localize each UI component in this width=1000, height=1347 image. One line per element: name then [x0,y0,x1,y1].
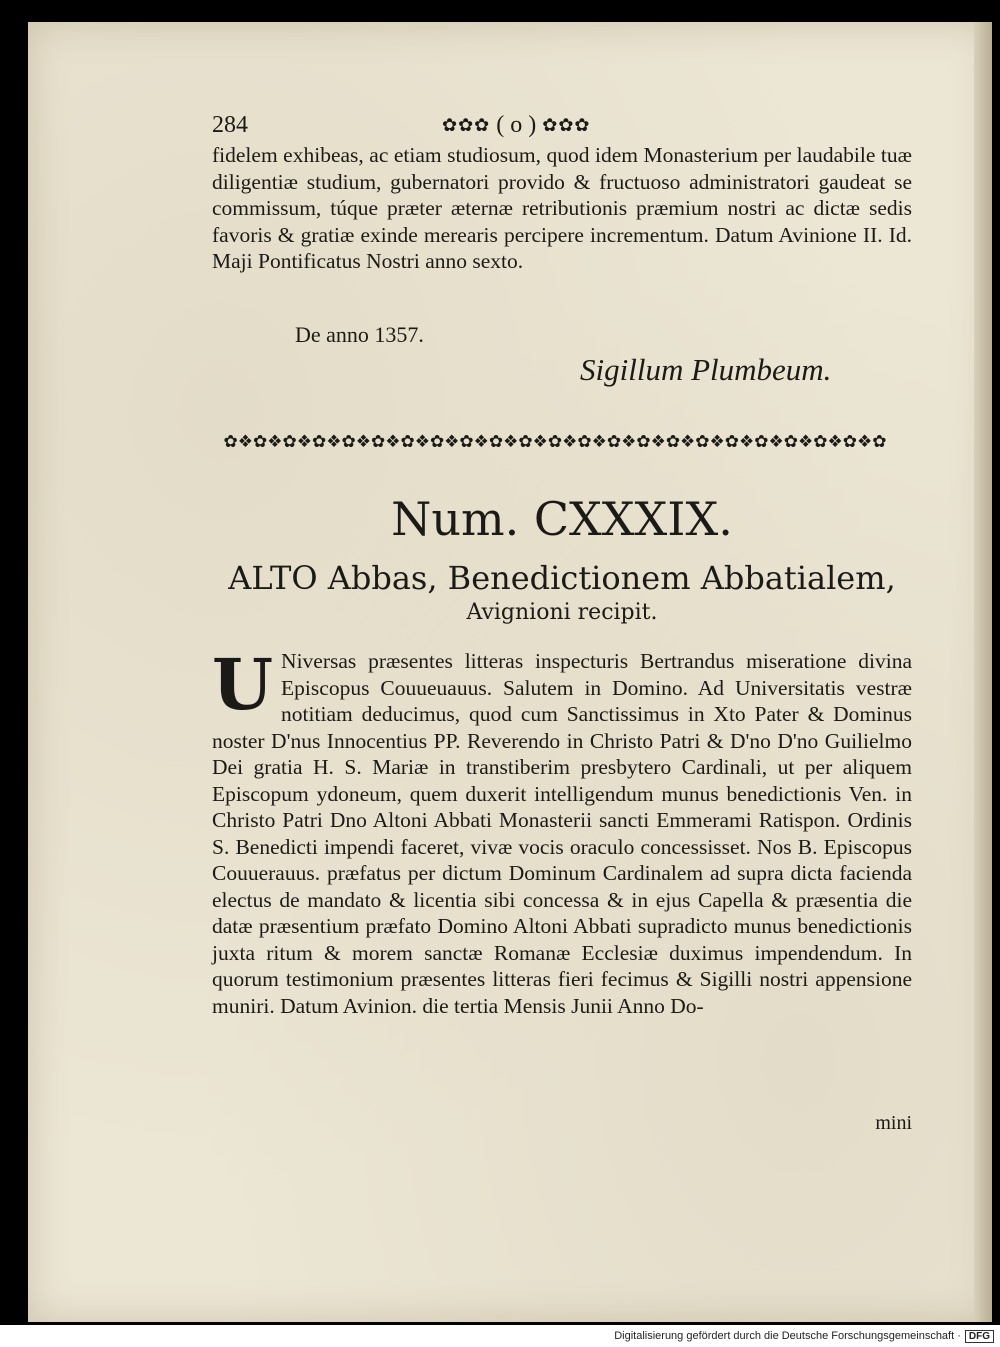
number-title: Num. CXXXIX. [391,492,733,546]
running-head-center: ( o ) [496,112,537,138]
footer-credit: Digitalisierung gefördert durch die Deutsche Forschungsgemeinschaft · [614,1330,961,1342]
ornament-left: ✿✿✿ [442,115,491,135]
seal-line: Sigillum Plumbeum. [580,352,832,387]
paragraph-2 [212,643,912,1019]
paragraph-1: fidelem exhibeas, ac etiam studiosum, quod idem Monasterium per laudabile tuæ diligentiæ studium, gubernatori provido & fructuoso administratori gaudeat se commissum, túque præter æternæ retributionis præmium nostri ac dictæ sedis favoris & gratiæ exinde merearis percipere incrementum. Datum Avinione II. Id. Maji Pontificatus Nostri anno sexto. [212,143,912,273]
drop-cap: U [212,643,274,726]
dfg-logo: DFG [965,1330,994,1343]
footer-credit-bar [0,1325,1000,1347]
subtitle-line-2: Avignioni recipit. [466,600,658,625]
ornament-rule: ✿❖✿❖✿❖✿❖✿❖✿❖✿❖✿❖✿❖✿❖✿❖✿❖✿❖✿❖✿❖✿❖✿❖✿❖✿❖✿❖✿❖✿❖✿ [223,432,887,451]
paragraph-2-text: Niversas præsentes litteras inspecturis Bertrandus miseratione divina Episcopus Couueuauus. Salutem in Domino. Ad Universitatis vestræ notitiam deducimus, quod cum Sanctissimus in Xto Pater & Dominus noster D'nus Innocentius PP. Reverendo in Christo Patri & D'no D'no Guilielmo Dei gratia H. S. Mariæ in transtiberim presbytero Cardinali, ut per aliquem Episcopum ydoneum, quem duxerit intelligendum munus benedictionis Ven. in Christo Patri Dno Altoni Abbati Monasterii sancti Emmerami Ratispon. Ordinis S. Benedicti impendi faceret, vivæ vocis oraculo concessisset. Nos B. Episcopus Couuerauus. præfatus per dictum Dominum Cardinalem ad supra dicta facienda electus de mandato & licentia sibi concessa & in ejus Capella & præsentia die datæ præsentium præfato Domino Altoni Abbati supradicto munus benedictionis juxta ritum & morem sanctæ Romanæ Ecclesiæ duximus impendendum. In quorum testimonium præsentes litteras fieri fecimus & Sigilli nostri appensione muniri. Datum Avinion. die tertia Mensis Junii Anno Do- [212,649,912,1018]
page-edge [974,22,992,1322]
running-head [442,112,590,139]
date-line: De anno 1357. [295,322,424,347]
ornament-right: ✿✿✿ [542,115,591,135]
page-number: 284 [212,112,248,138]
subtitle-line-1: ALTO Abbas, Benedictionem Abbatialem, [228,559,896,597]
catchword: mini [875,1112,912,1134]
page-header [212,112,912,139]
